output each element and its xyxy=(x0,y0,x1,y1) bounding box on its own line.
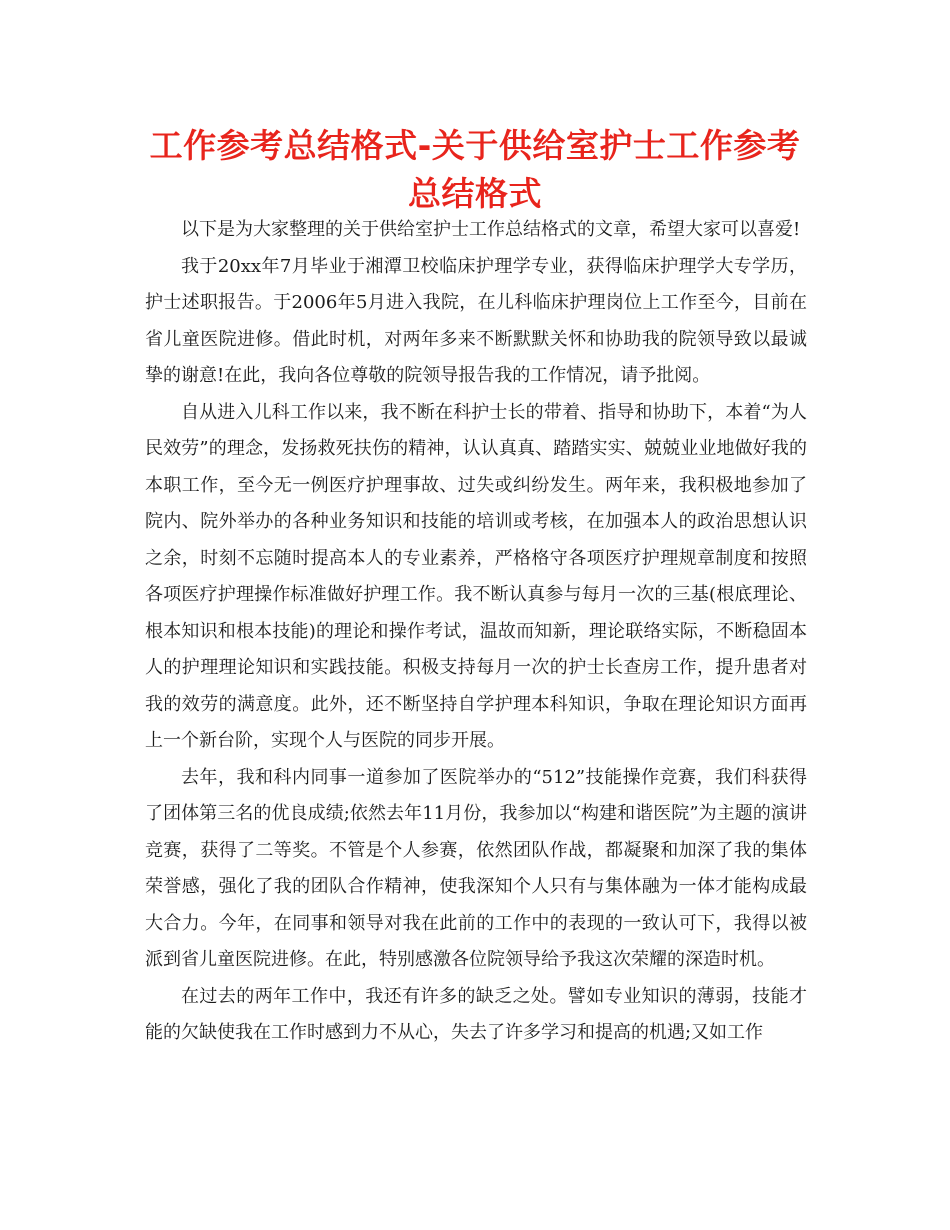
paragraph-achievements: 去年，我和科内同事一道参加了医院举办的“512”技能操作竞赛，我们科获得了团体第三名的优良成绩;依然去年11月份，我参加以“构建和谐医院”为主题的演讲竞赛，获得了二等奖。不管是个人参赛，依然团队作战，都凝聚和加深了我的集体荣誉感，强化了我的团队合作精神，使我深知个人只有与集体融为一体才能构成最大合力。今年，在同事和领导对我在此前的工作中的表现的一致认可下，我得以被派到省儿童医院进修。在此，特别感激各位院领导给予我这次荣耀的深造时机。 xyxy=(145,766,807,970)
document-body xyxy=(145,212,807,1052)
paragraph-work-performance: 自从进入儿科工作以来，我不断在科护士长的带着、指导和协助下，本着“为人民效劳”的理念，发扬救死扶伤的精神，认认真真、踏踏实实、兢兢业业地做好我的本职工作，至今无一例医疗护理事故、过失或纠纷发生。两年来，我积极地参加了院内、院外举办的各种业务知识和技能的培训或考核，在加强本人的政治思想认识之余，时刻不忘随时提高本人的专业素养，严格格守各项医疗护理规章制度和按照各项医疗护理操作标准做好护理工作。我不断认真参与每月一次的三基(根底理论、根本知识和根本技能)的理论和操作考试，温故而知新，理论联络实际，不断稳固本人的护理理论知识和实践技能。积极支持每月一次的护士长查房工作，提升患者对我的效劳的满意度。此外，还不断坚持自学护理本科知识，争取在理论知识方面再上一个新台阶，实现个人与医院的同步开展。 xyxy=(145,401,807,751)
paragraph-intro: 以下是为大家整理的关于供给室护士工作总结格式的文章，希望大家可以喜爱! xyxy=(181,219,801,240)
document-title: 工作参考总结格式-关于供给室护士工作参考总结格式 xyxy=(149,126,801,213)
paragraph-background: 我于20xx年7月毕业于湘潭卫校临床护理学专业，获得临床护理学大专学历，护士述职报告。于2006年5月进入我院，在儿科临床护理岗位上工作至今，目前在省儿童医院进修。借此时机，对两年多来不断默默关怀和协助我的院领导致以最诚挚的谢意!在此，我向各位尊敬的院领导报告我的工作情况，请予批阅。 xyxy=(145,255,807,386)
paragraph-shortcomings: 在过去的两年工作中，我还有许多的缺乏之处。譬如专业知识的薄弱，技能才能的欠缺使我在工作时感到力不从心，失去了许多学习和提高的机遇;又如工作 xyxy=(145,985,807,1043)
